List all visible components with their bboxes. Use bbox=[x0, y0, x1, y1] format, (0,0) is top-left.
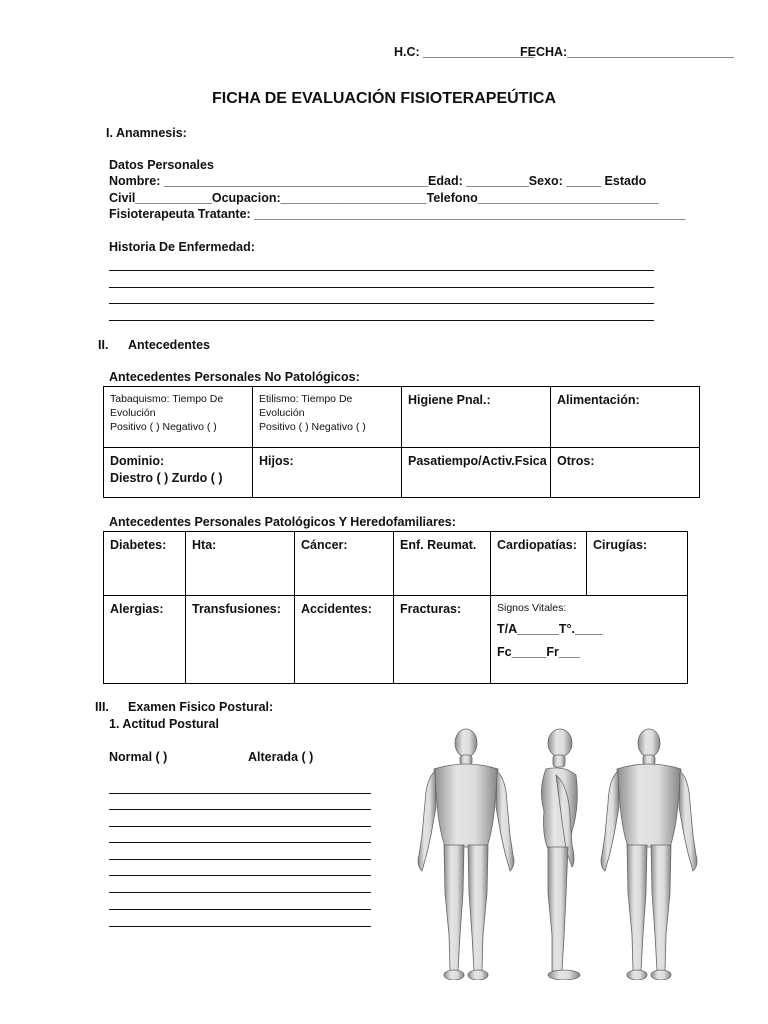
section-1-heading: I. Anamnesis: bbox=[106, 126, 187, 140]
etilismo-cell[interactable] bbox=[253, 387, 402, 448]
nombre-line[interactable]: Nombre: ______________________________________Edad: _________Sexo: _____ Estado bbox=[109, 174, 647, 188]
fracturas-cell[interactable] bbox=[394, 596, 491, 684]
tabaquismo-options[interactable]: Positivo ( ) Negativo ( ) bbox=[110, 421, 217, 434]
tabaquismo-cell[interactable] bbox=[104, 387, 253, 448]
cardiopatias-cell[interactable] bbox=[491, 532, 587, 596]
enf-reumat-label: Enf. Reumat. bbox=[400, 538, 477, 552]
fisioterapeuta-line[interactable]: Fisioterapeuta Tratante: ______________________________________________________________ bbox=[109, 207, 686, 221]
dominio-label: Dominio: bbox=[110, 454, 165, 468]
historia-line[interactable] bbox=[109, 287, 654, 288]
postural-notes-line[interactable] bbox=[109, 875, 371, 876]
dominio-options[interactable]: Diestro ( ) Zurdo ( ) bbox=[110, 470, 223, 485]
alergias-cell[interactable] bbox=[104, 596, 186, 684]
etilismo-label: Etilismo: Tiempo De Evolución bbox=[259, 393, 353, 420]
cardiopatias-label: Cardiopatías: bbox=[497, 538, 577, 552]
dominio-cell[interactable] bbox=[104, 448, 253, 498]
no-patologicos-heading: Antecedentes Personales No Patológicos: bbox=[109, 370, 360, 384]
actitud-postural-heading: 1. Actitud Postural bbox=[109, 717, 219, 731]
historia-line[interactable] bbox=[109, 270, 654, 271]
postural-notes-line[interactable] bbox=[109, 859, 371, 860]
front-view-figure bbox=[418, 729, 514, 980]
alterada-option[interactable]: Alterada ( ) bbox=[248, 750, 314, 764]
ta-field[interactable]: T/A______T°.____ bbox=[497, 622, 603, 637]
cirugias-cell[interactable] bbox=[587, 532, 688, 596]
accidentes-label: Accidentes: bbox=[301, 602, 372, 616]
historia-heading: Historia De Enfermedad: bbox=[109, 240, 255, 254]
side-view-figure bbox=[541, 729, 580, 980]
postural-notes-line[interactable] bbox=[109, 793, 371, 794]
normal-option[interactable]: Normal ( ) bbox=[109, 750, 168, 764]
back-view-figure bbox=[601, 729, 697, 980]
otros-label: Otros: bbox=[557, 454, 595, 468]
fc-field[interactable]: Fc_____Fr___ bbox=[497, 645, 580, 660]
hijos-label: Hijos: bbox=[259, 454, 294, 468]
enf-reumat-cell[interactable] bbox=[394, 532, 491, 596]
transfusiones-cell[interactable] bbox=[186, 596, 295, 684]
hc-field[interactable]: H.C: ________________ bbox=[394, 45, 535, 59]
postural-notes-line[interactable] bbox=[109, 892, 371, 893]
postural-notes-line[interactable] bbox=[109, 926, 371, 927]
accidentes-cell[interactable] bbox=[295, 596, 394, 684]
historia-line[interactable] bbox=[109, 320, 654, 321]
postural-notes-line[interactable] bbox=[109, 809, 371, 810]
postural-notes-line[interactable] bbox=[109, 909, 371, 910]
cancer-cell[interactable] bbox=[295, 532, 394, 596]
section-3-heading: Examen Fisico Postural: bbox=[128, 700, 274, 714]
pasatiempo-cell[interactable] bbox=[402, 448, 551, 498]
patologicos-heading: Antecedentes Personales Patológicos Y Heredofamiliares: bbox=[109, 515, 456, 529]
hijos-cell[interactable] bbox=[253, 448, 402, 498]
no-patologicos-table bbox=[103, 386, 700, 498]
higiene-label: Higiene Pnal.: bbox=[408, 393, 491, 407]
alimentacion-cell[interactable] bbox=[551, 387, 700, 448]
alergias-label: Alergias: bbox=[110, 602, 164, 616]
body-figures bbox=[395, 715, 715, 980]
diabetes-cell[interactable] bbox=[104, 532, 186, 596]
postural-notes-line[interactable] bbox=[109, 842, 371, 843]
diabetes-label: Diabetes: bbox=[110, 538, 167, 552]
section-2-heading: Antecedentes bbox=[128, 338, 210, 352]
otros-cell[interactable] bbox=[551, 448, 700, 498]
civil-line[interactable]: Civil___________Ocupacion:_____________________Telefono__________________________ bbox=[109, 191, 659, 205]
postural-notes-line[interactable] bbox=[109, 826, 371, 827]
section-3-numeral: III. bbox=[95, 700, 109, 714]
page-title: FICHA DE EVALUACIÓN FISIOTERAPEÚTICA bbox=[211, 90, 556, 107]
alimentacion-label: Alimentación: bbox=[557, 393, 640, 407]
patologicos-table bbox=[103, 531, 688, 684]
datos-personales-heading: Datos Personales bbox=[109, 158, 214, 172]
etilismo-options[interactable]: Positivo ( ) Negativo ( ) bbox=[259, 421, 366, 434]
fracturas-label: Fracturas: bbox=[400, 602, 462, 616]
transfusiones-label: Transfusiones: bbox=[192, 602, 281, 616]
section-2-numeral: II. bbox=[98, 338, 109, 352]
cancer-label: Cáncer: bbox=[301, 538, 348, 552]
tabaquismo-label: Tabaquismo: Tiempo De Evolución bbox=[110, 393, 224, 420]
historia-line[interactable] bbox=[109, 303, 654, 304]
cirugias-label: Cirugías: bbox=[593, 538, 648, 552]
signos-vitales-label: Signos Vitales: bbox=[497, 602, 567, 614]
hta-cell[interactable] bbox=[186, 532, 295, 596]
pasatiempo-label: Pasatiempo/Activ.Fsica bbox=[408, 454, 547, 468]
signos-vitales-cell[interactable] bbox=[491, 596, 688, 684]
hta-label: Hta: bbox=[192, 538, 217, 552]
higiene-cell[interactable] bbox=[402, 387, 551, 448]
fecha-field[interactable]: FECHA:________________________ bbox=[520, 45, 735, 59]
